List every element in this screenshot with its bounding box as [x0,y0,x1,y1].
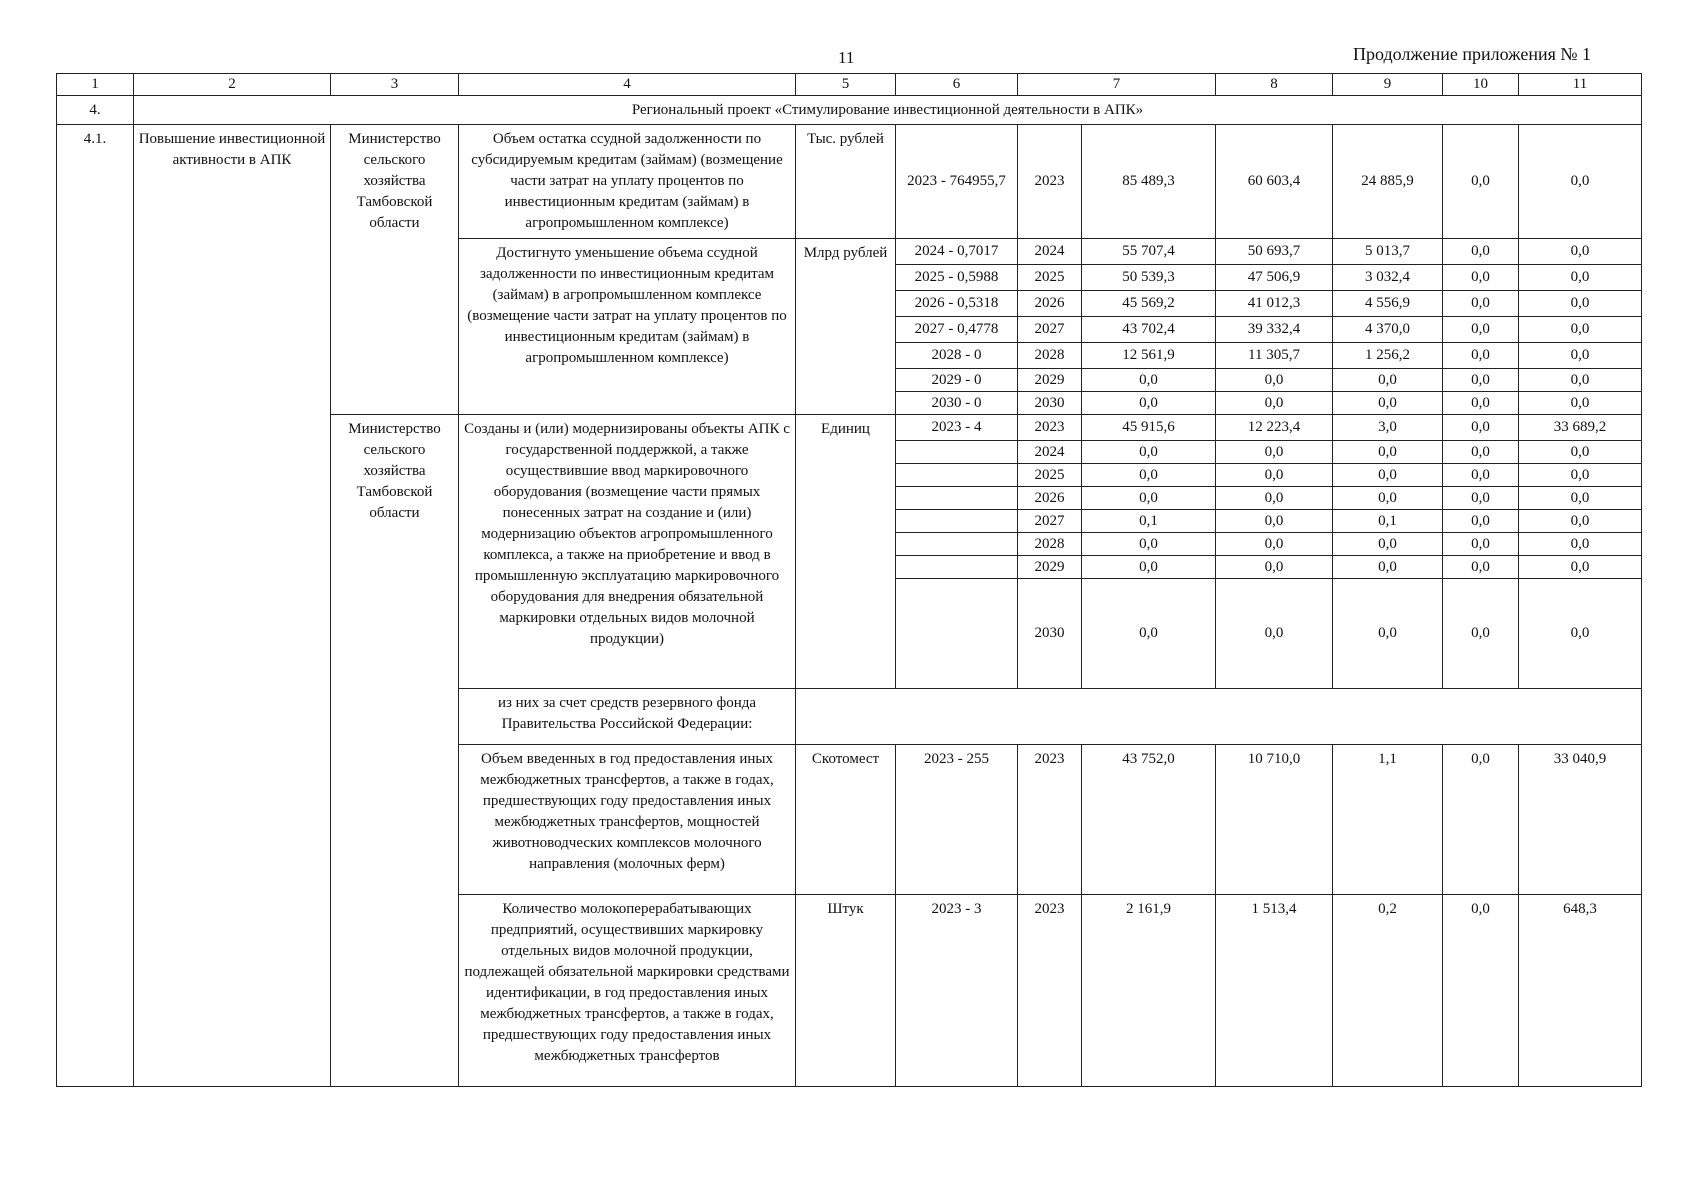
ind3-c10: 0,0 [1443,415,1519,441]
ind3-c11: 0,0 [1519,556,1642,579]
ind3-c11: 0,0 [1519,487,1642,510]
ind3-year: 2030 [1018,579,1082,689]
ind2-c10: 0,0 [1443,343,1519,369]
ind2-c8: 0,0 [1216,369,1333,392]
col-header-11: 11 [1519,74,1642,96]
ind2-target: 2026 - 0,5318 [896,291,1018,317]
ind2-year: 2029 [1018,369,1082,392]
indicator-4-unit: Скотомест [796,745,896,895]
ind2-c9: 0,0 [1333,369,1443,392]
col-header-10: 10 [1443,74,1519,96]
ind3-c11: 33 689,2 [1519,415,1642,441]
ind3-target [896,533,1018,556]
ind3-c7: 45 915,6 [1082,415,1216,441]
ind3-c10: 0,0 [1443,510,1519,533]
ind2-year: 2026 [1018,291,1082,317]
column-number-row [57,74,1642,96]
col-header-4: 4 [459,74,796,96]
ind3-c8: 0,0 [1216,533,1333,556]
ind2-c10: 0,0 [1443,239,1519,265]
ind3-c10: 0,0 [1443,533,1519,556]
indicator-5-text: Количество молокоперерабатывающих предприятий, осуществивших маркировку отдельных видов молочной продукции, подлежащей обязательной маркировки средствами идентификации, в год предоставления иных межбюджетных трансфертов, а также в годах, предшествующих году предоставления иных межбюджетных трансфертов [459,895,796,1087]
ind2-c9: 4 370,0 [1333,317,1443,343]
ind1-c9: 24 885,9 [1333,125,1443,239]
indicator-4-text: Объем введенных в год предоставления иных межбюджетных трансфертов, а также в годах, предшествующих году предоставления иных межбюджетных трансфертов, мощностей животноводческих комплексов молочного направления (молочных ферм) [459,745,796,895]
ind3-c10: 0,0 [1443,556,1519,579]
ind1-c7: 85 489,3 [1082,125,1216,239]
ind2-year: 2025 [1018,265,1082,291]
ind2-c11: 0,0 [1519,369,1642,392]
ind3-c10: 0,0 [1443,441,1519,464]
indicator-2-text: Достигнуто уменьшение объема ссудной задолженности по инвестиционным кредитам (займам) в агропромышленном комплексе (возмещение части затрат на уплату процентов по инвестиционным кредитам (займам) в агропромышленном комплексе) [459,239,796,415]
ind3-c10: 0,0 [1443,487,1519,510]
ind4-c10: 0,0 [1443,745,1519,895]
ind3-c9: 0,0 [1333,556,1443,579]
ind3-c8: 12 223,4 [1216,415,1333,441]
ind2-target: 2030 - 0 [896,392,1018,415]
ind3-c9: 0,0 [1333,533,1443,556]
ind3-year: 2028 [1018,533,1082,556]
ind2-c11: 0,0 [1519,317,1642,343]
col-header-2: 2 [134,74,331,96]
ind2-c8: 50 693,7 [1216,239,1333,265]
ind2-c10: 0,0 [1443,369,1519,392]
ind3-target [896,464,1018,487]
ind2-target: 2028 - 0 [896,343,1018,369]
ind2-target: 2024 - 0,7017 [896,239,1018,265]
section-number: 4. [57,96,134,125]
ind1-c11: 0,0 [1519,125,1642,239]
ind3-c8: 0,0 [1216,579,1333,689]
ind3-year: 2023 [1018,415,1082,441]
executor-1: Министерство сельского хозяйства Тамбовской области [331,125,459,415]
subheading-blank [796,689,1642,745]
ind3-c11: 0,0 [1519,533,1642,556]
ind4-year: 2023 [1018,745,1082,895]
ind3-year: 2027 [1018,510,1082,533]
ind5-c7: 2 161,9 [1082,895,1216,1087]
ind2-c8: 11 305,7 [1216,343,1333,369]
ind3-year: 2024 [1018,441,1082,464]
ind3-c7: 0,0 [1082,487,1216,510]
ind2-c11: 0,0 [1519,343,1642,369]
ind2-c9: 4 556,9 [1333,291,1443,317]
ind2-c9: 3 032,4 [1333,265,1443,291]
ind5-c9: 0,2 [1333,895,1443,1087]
ind2-c11: 0,0 [1519,392,1642,415]
ind5-c8: 1 513,4 [1216,895,1333,1087]
ind4-c11: 33 040,9 [1519,745,1642,895]
ind3-c11: 0,0 [1519,464,1642,487]
ind3-c9: 0,0 [1333,441,1443,464]
page-number: 11 [838,48,855,67]
ind3-target [896,510,1018,533]
col-header-3: 3 [331,74,459,96]
item-number: 4.1. [57,125,134,1087]
ind2-c10: 0,0 [1443,265,1519,291]
ind3-c8: 0,0 [1216,464,1333,487]
ind3-c9: 0,1 [1333,510,1443,533]
ind2-c7: 12 561,9 [1082,343,1216,369]
col-header-8: 8 [1216,74,1333,96]
ind5-c11: 648,3 [1519,895,1642,1087]
ind3-c10: 0,0 [1443,579,1519,689]
ind3-c7: 0,0 [1082,464,1216,487]
executor-2: Министерство сельского хозяйства Тамбовской области [331,415,459,1087]
section-title: Региональный проект «Стимулирование инвестиционной деятельности в АПК» [134,96,1642,125]
ind3-c11: 0,0 [1519,510,1642,533]
indicator-3-unit: Единиц [796,415,896,689]
section-row [57,96,1642,125]
ind1-year: 2023 [1018,125,1082,239]
ind1-row [57,125,1642,239]
ind2-year: 2024 [1018,239,1082,265]
col-header-5: 5 [796,74,896,96]
ind1-c8: 60 603,4 [1216,125,1333,239]
ind2-c7: 0,0 [1082,392,1216,415]
ind2-year: 2028 [1018,343,1082,369]
ind2-c9: 5 013,7 [1333,239,1443,265]
indicator-3-text: Созданы и (или) модернизированы объекты АПК с государственной поддержкой, а также осуществившие ввод маркировочного оборудования (возмещение части прямых понесенных затрат на создание и (или) модернизацию объектов агропромышленного комплекса, а также на приобретение и ввод в промышленную эксплуатацию маркировочного оборудования для внедрения обязательной маркировки отдельных видов молочной продукции) [459,415,796,689]
ind3-c7: 0,0 [1082,579,1216,689]
indicator-1-text: Объем остатка ссудной задолженности по субсидируемым кредитам (займам) (возмещение части затрат на уплату процентов по инвестиционным кредитам (займам) в агропромышленном комплексе) [459,125,796,239]
ind2-c9: 1 256,2 [1333,343,1443,369]
ind2-c10: 0,0 [1443,392,1519,415]
col-header-1: 1 [57,74,134,96]
ind2-c8: 47 506,9 [1216,265,1333,291]
col-header-7: 7 [1018,74,1216,96]
ind3-target [896,441,1018,464]
ind3-c9: 3,0 [1333,415,1443,441]
ind2-c10: 0,0 [1443,291,1519,317]
ind3-year: 2025 [1018,464,1082,487]
ind2-c7: 45 569,2 [1082,291,1216,317]
ind3-c7: 0,1 [1082,510,1216,533]
indicator-1-unit: Тыс. рублей [796,125,896,239]
ind3-c8: 0,0 [1216,441,1333,464]
ind3-target [896,579,1018,689]
ind2-target: 2027 - 0,4778 [896,317,1018,343]
ind2-c10: 0,0 [1443,317,1519,343]
ind2-c7: 55 707,4 [1082,239,1216,265]
ind3-c9: 0,0 [1333,464,1443,487]
appendix-table [56,73,1642,1087]
ind3-c8: 0,0 [1216,556,1333,579]
ind1-target: 2023 - 764955,7 [896,125,1018,239]
ind3-c7: 0,0 [1082,441,1216,464]
continuation-label: Продолжение приложения № 1 [1353,44,1592,64]
task-name: Повышение инвестиционной активности в АПК [134,125,331,1087]
ind2-c7: 43 702,4 [1082,317,1216,343]
ind3-c10: 0,0 [1443,464,1519,487]
ind4-c7: 43 752,0 [1082,745,1216,895]
ind1-c10: 0,0 [1443,125,1519,239]
ind3-year: 2026 [1018,487,1082,510]
ind3-c11: 0,0 [1519,579,1642,689]
ind2-c8: 39 332,4 [1216,317,1333,343]
ind3-c11: 0,0 [1519,441,1642,464]
ind2-c11: 0,0 [1519,291,1642,317]
col-header-9: 9 [1333,74,1443,96]
ind2-c8: 0,0 [1216,392,1333,415]
ind2-c7: 50 539,3 [1082,265,1216,291]
ind2-c9: 0,0 [1333,392,1443,415]
ind2-c11: 0,0 [1519,239,1642,265]
subheading-text: из них за счет средств резервного фонда Правительства Российской Федерации: [459,689,796,745]
ind3-c7: 0,0 [1082,533,1216,556]
ind3-c8: 0,0 [1216,487,1333,510]
indicator-5-unit: Штук [796,895,896,1087]
ind3-c9: 0,0 [1333,487,1443,510]
ind4-target: 2023 - 255 [896,745,1018,895]
ind5-year: 2023 [1018,895,1082,1087]
ind2-target: 2029 - 0 [896,369,1018,392]
ind2-target: 2025 - 0,5988 [896,265,1018,291]
ind3-c7: 0,0 [1082,556,1216,579]
ind3-target [896,487,1018,510]
ind3-target [896,556,1018,579]
ind3-target: 2023 - 4 [896,415,1018,441]
ind4-c8: 10 710,0 [1216,745,1333,895]
ind5-target: 2023 - 3 [896,895,1018,1087]
col-header-6: 6 [896,74,1018,96]
indicator-2-unit: Млрд рублей [796,239,896,415]
ind2-c8: 41 012,3 [1216,291,1333,317]
ind3-c8: 0,0 [1216,510,1333,533]
ind2-year: 2027 [1018,317,1082,343]
ind5-c10: 0,0 [1443,895,1519,1087]
ind2-year: 2030 [1018,392,1082,415]
ind3-c9: 0,0 [1333,579,1443,689]
ind3-year: 2029 [1018,556,1082,579]
ind2-c7: 0,0 [1082,369,1216,392]
ind2-c11: 0,0 [1519,265,1642,291]
ind4-c9: 1,1 [1333,745,1443,895]
